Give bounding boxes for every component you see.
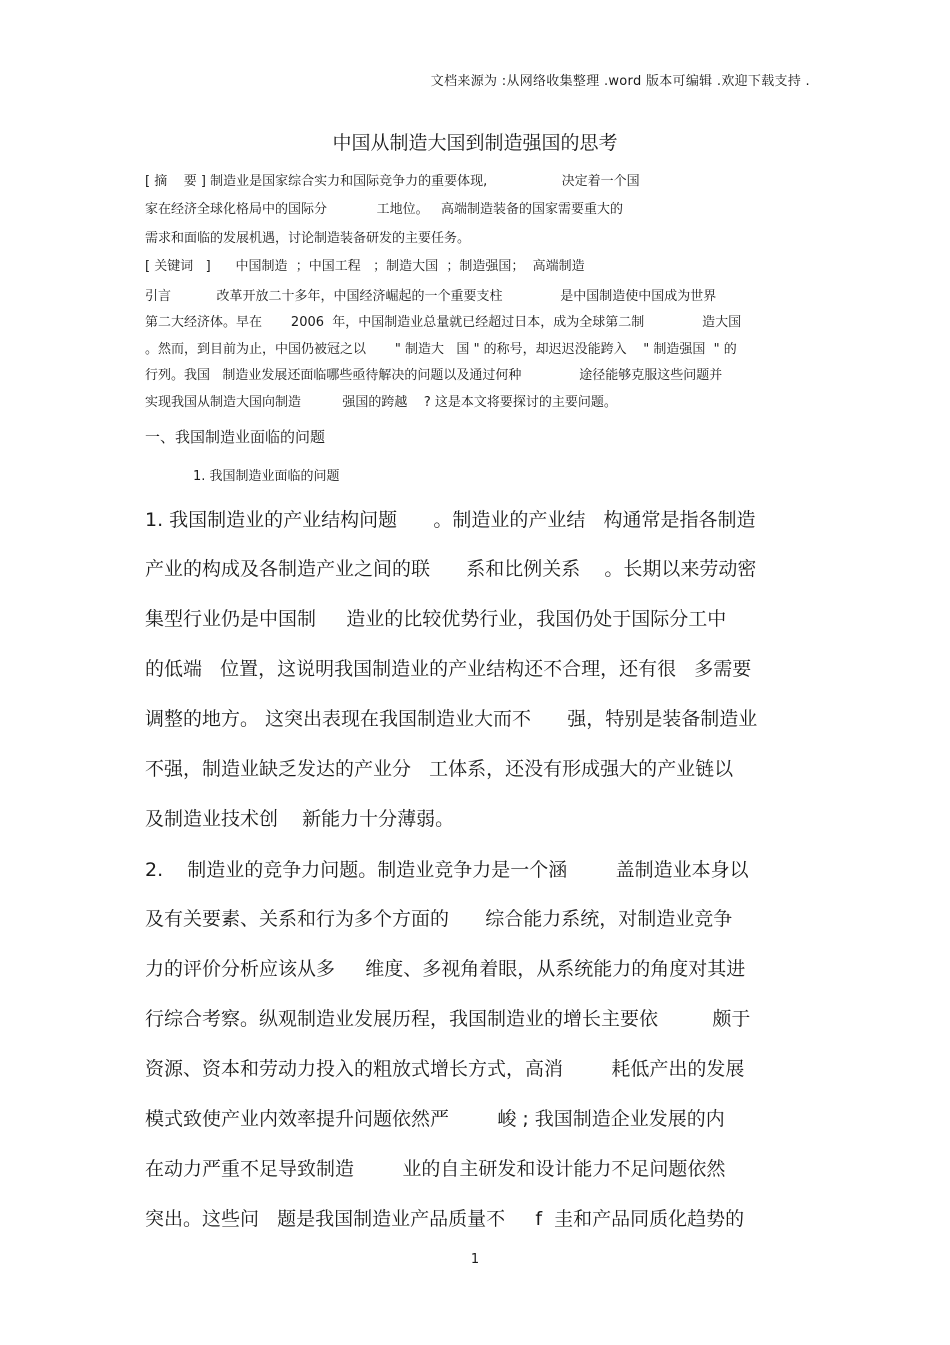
body-line: 行综合考察。纵观制造业发展历程，我国制造业的增长主要依 颇于 (145, 1008, 751, 1030)
body-line: 调整的地方。 这突出表现在我国制造业大而不 强，特别是装备制造业 (145, 708, 758, 730)
abstract-line: 需求和面临的发展机遇，讨论制造装备研发的主要任务。 (145, 231, 471, 246)
body-line: 的低端 位置，这说明我国制造业的产业结构还不合理，还有很 多需要 (145, 658, 752, 680)
body-line: 及有关要素、关系和行为多个方面的 综合能力系统，对制造业竞争 (145, 908, 733, 930)
intro-line: 引言 改革开放二十多年，中国经济崛起的一个重要支柱 是中国制造使中国成为世界 (145, 289, 717, 304)
intro-line: 第二大经济体。早在 2006 年，中国制造业总量就已经超过日本，成为全球第二制 造大国 (145, 315, 742, 330)
body-line: 1. 我国制造业的产业结构问题 。制造业的产业结 构通常是指各制造 (145, 509, 756, 531)
keywords-line: [ 关键词 ] 中国制造 ；中国工程 ；制造大国 ；制造强国； 高端制造 (145, 259, 585, 274)
abstract-line: 家在经济全球化格局中的国际分 工地位。 高端制造装备的国家需要重大的 (145, 202, 623, 217)
intro-line: 实现我国从制造大国向制造 强国的跨越 ? 这是本文将要探讨的主要问题。 (145, 395, 617, 410)
body-line: 产业的构成及各制造产业之间的联 系和比例关系 。长期以来劳动密 (145, 558, 757, 580)
body-line: 不强，制造业缺乏发达的产业分 工体系，还没有形成强大的产业链以 (145, 758, 734, 780)
section-heading: 一、我国制造业面临的问题 (145, 428, 326, 446)
body-line: 2. 制造业的竞争力问题。制造业竞争力是一个涵 盖制造业本身以 (145, 859, 749, 881)
body-line: 集型行业仍是中国制 造业的比较优势行业，我国仍处于国际分工中 (145, 608, 727, 630)
body-line: 及制造业技术创 新能力十分薄弱。 (145, 808, 455, 830)
header-source-note: 文档来源为 :从网络收集整理 .word 版本可编辑 .欢迎下载支持 . (430, 74, 810, 89)
body-line: 力的评价分析应该从多 维度、多视角着眼，从系统能力的角度对其进 (145, 958, 746, 980)
body-line: 在动力严重不足导致制造 业的自主研发和设计能力不足问题依然 (145, 1158, 726, 1180)
intro-line: 。然而，到目前为止，中国仍被冠之以 " 制造大 国 " 的称号，却迟迟没能跨入 " 制造强国 " 的 (145, 342, 737, 357)
body-line: 突出。这些问 题是我国制造业产品质量不 f 圭和产品同质化趋势的 (145, 1208, 745, 1230)
abstract-line: [ 摘 要 ] 制造业是国家综合实力和国际竞争力的重要体现, 决定着一个国 (145, 174, 640, 189)
intro-line: 行列。我国 制造业发展还面临哪些亟待解决的问题以及通过何种 途径能够克服这些问题并 (145, 368, 723, 383)
body-line: 资源、资本和劳动力投入的粗放式增长方式，高消 耗低产出的发展 (145, 1058, 745, 1080)
subsection-heading: 1. 我国制造业面临的问题 (193, 469, 340, 484)
page-title: 中国从制造大国到制造强国的思考 (332, 132, 618, 154)
body-line: 模式致使产业内效率提升问题依然严 峻 ; 我国制造企业发展的内 (145, 1108, 725, 1130)
page-number: 1 (470, 1252, 480, 1267)
